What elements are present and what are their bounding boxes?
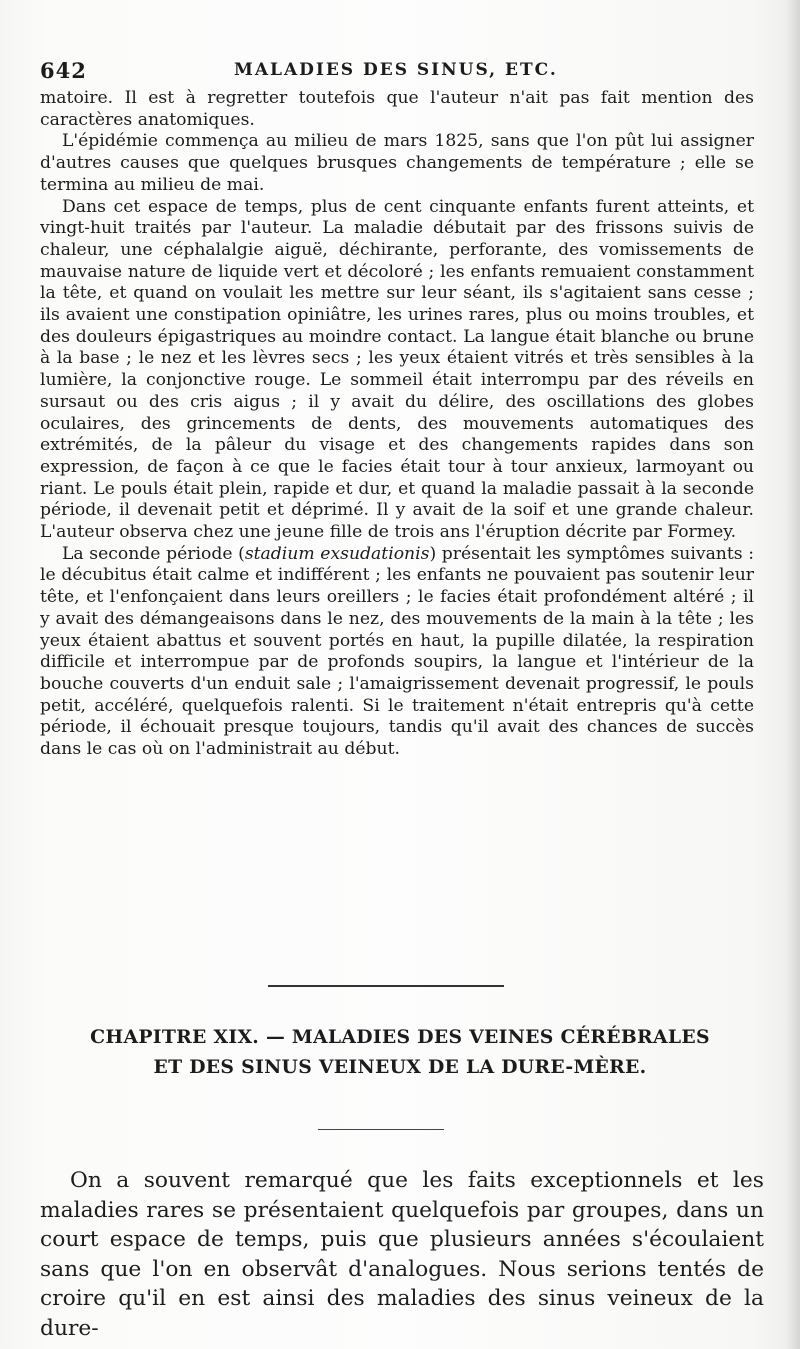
second-period-lead: La seconde période ( xyxy=(62,543,245,564)
chapter-heading-line1: CHAPITRE XIX. — MALADIES DES VEINES CÉRÉBRALES xyxy=(90,1026,710,1048)
body-text-small xyxy=(40,88,754,761)
body-text-large xyxy=(40,1166,764,1343)
second-period-paragraph xyxy=(40,544,754,761)
first-period-paragraph: Dans cet espace de temps, plus de cent cinquante enfants furent atteints, et vingt-huit traités par l'auteur. La maladie débutait par des frissons suivis de chaleur, une céphalalgie aiguë, déchirante, perforante, des vomissements de mauvaise nature de liquide vert et décoloré ; les enfants remuaient constamment la tête, et quand on voulait les mettre sur leur séant, ils s'agitaient sans cesse ; ils avaient une constipation opiniâtre, les urines rares, plus ou moins troubles, et des douleurs épigastriques au moindre contact. La langue était blanche ou brune à la base ; le nez et les lèvres secs ; les yeux étaient vitrés et très sensibles à la lumière, la conjonctive rouge. Le sommeil était interrompu par des réveils en sursaut ou des cris aigus ; il y avait du délire, des oscillations des globes oculaires, des grincements de dents, des mouvements automatiques des extrémités, de la pâleur du visage et des changements rapides dans son expression, de façon à ce que le facies était tour à tour anxieux, larmoyant ou riant. Le pouls était plein, rapide et dur, et quand la maladie passait à la seconde période, il devenait petit et déprimé. Il y avait de la soif et une grande chaleur. L'auteur observa chez une jeune fille de trois ans l'éruption décrite par Formey. xyxy=(40,196,754,543)
chapter-divider xyxy=(318,1129,444,1130)
page-edge-shadow xyxy=(786,0,800,1349)
continuation-paragraph: matoire. Il est à regretter toutefois que l'auteur n'ait pas fait mention des caractères anatomiques. xyxy=(40,88,754,130)
chapter-heading-line2: ET DES SINUS VEINEUX DE LA DURE-MÈRE. xyxy=(153,1056,647,1078)
second-period-text: ) présentait les symptômes suivants : le décubitus était calme et indifférent ; les enfants ne pouvaient pas soutenir leur tête, et l'enfonçaient dans leurs oreillers ; le facies était profondément altéré ; il y avait des démangeaisons dans le nez, des mouvements de la main à la tête ; les yeux étaient abattus et souvent portés en haut, la pupille dilatée, la respiration difficile et interrompue par de profonds soupirs, la langue et l'intérieur de la bouche couverts d'un enduit sale ; l'amaigrissement devenait progressif, le pouls petit, accéléré, quelquefois ralenti. Si le traitement n'était entrepris qu'à cette période, il échouait presque toujours, tandis qu'il avait des chances de succès dans le cas où on l'administrait au début. xyxy=(40,543,755,760)
chapter-heading xyxy=(40,1022,760,1082)
page-number: 642 xyxy=(40,58,87,83)
running-head xyxy=(40,58,760,88)
epidemic-paragraph: L'épidémie commença au milieu de mars 1825, sans que l'on pût lui assigner d'autres causes que quelques brusques changements de température ; elle se termina au milieu de mai. xyxy=(40,131,754,195)
section-divider xyxy=(268,985,504,987)
running-title: MALADIES DES SINUS, ETC. xyxy=(234,60,558,80)
latin-term: stadium exsudationis xyxy=(244,543,430,564)
chapter-intro-paragraph: On a souvent remarqué que les faits exceptionnels et les maladies rares se présentaient quelquefois par groupes, dans un court espace de temps, puis que plusieurs années s'écoulaient sans que l'on en observât d'analogues. Nous serions tentés de croire qu'il en est ainsi des maladies des sinus veineux de la dure- xyxy=(40,1168,764,1341)
